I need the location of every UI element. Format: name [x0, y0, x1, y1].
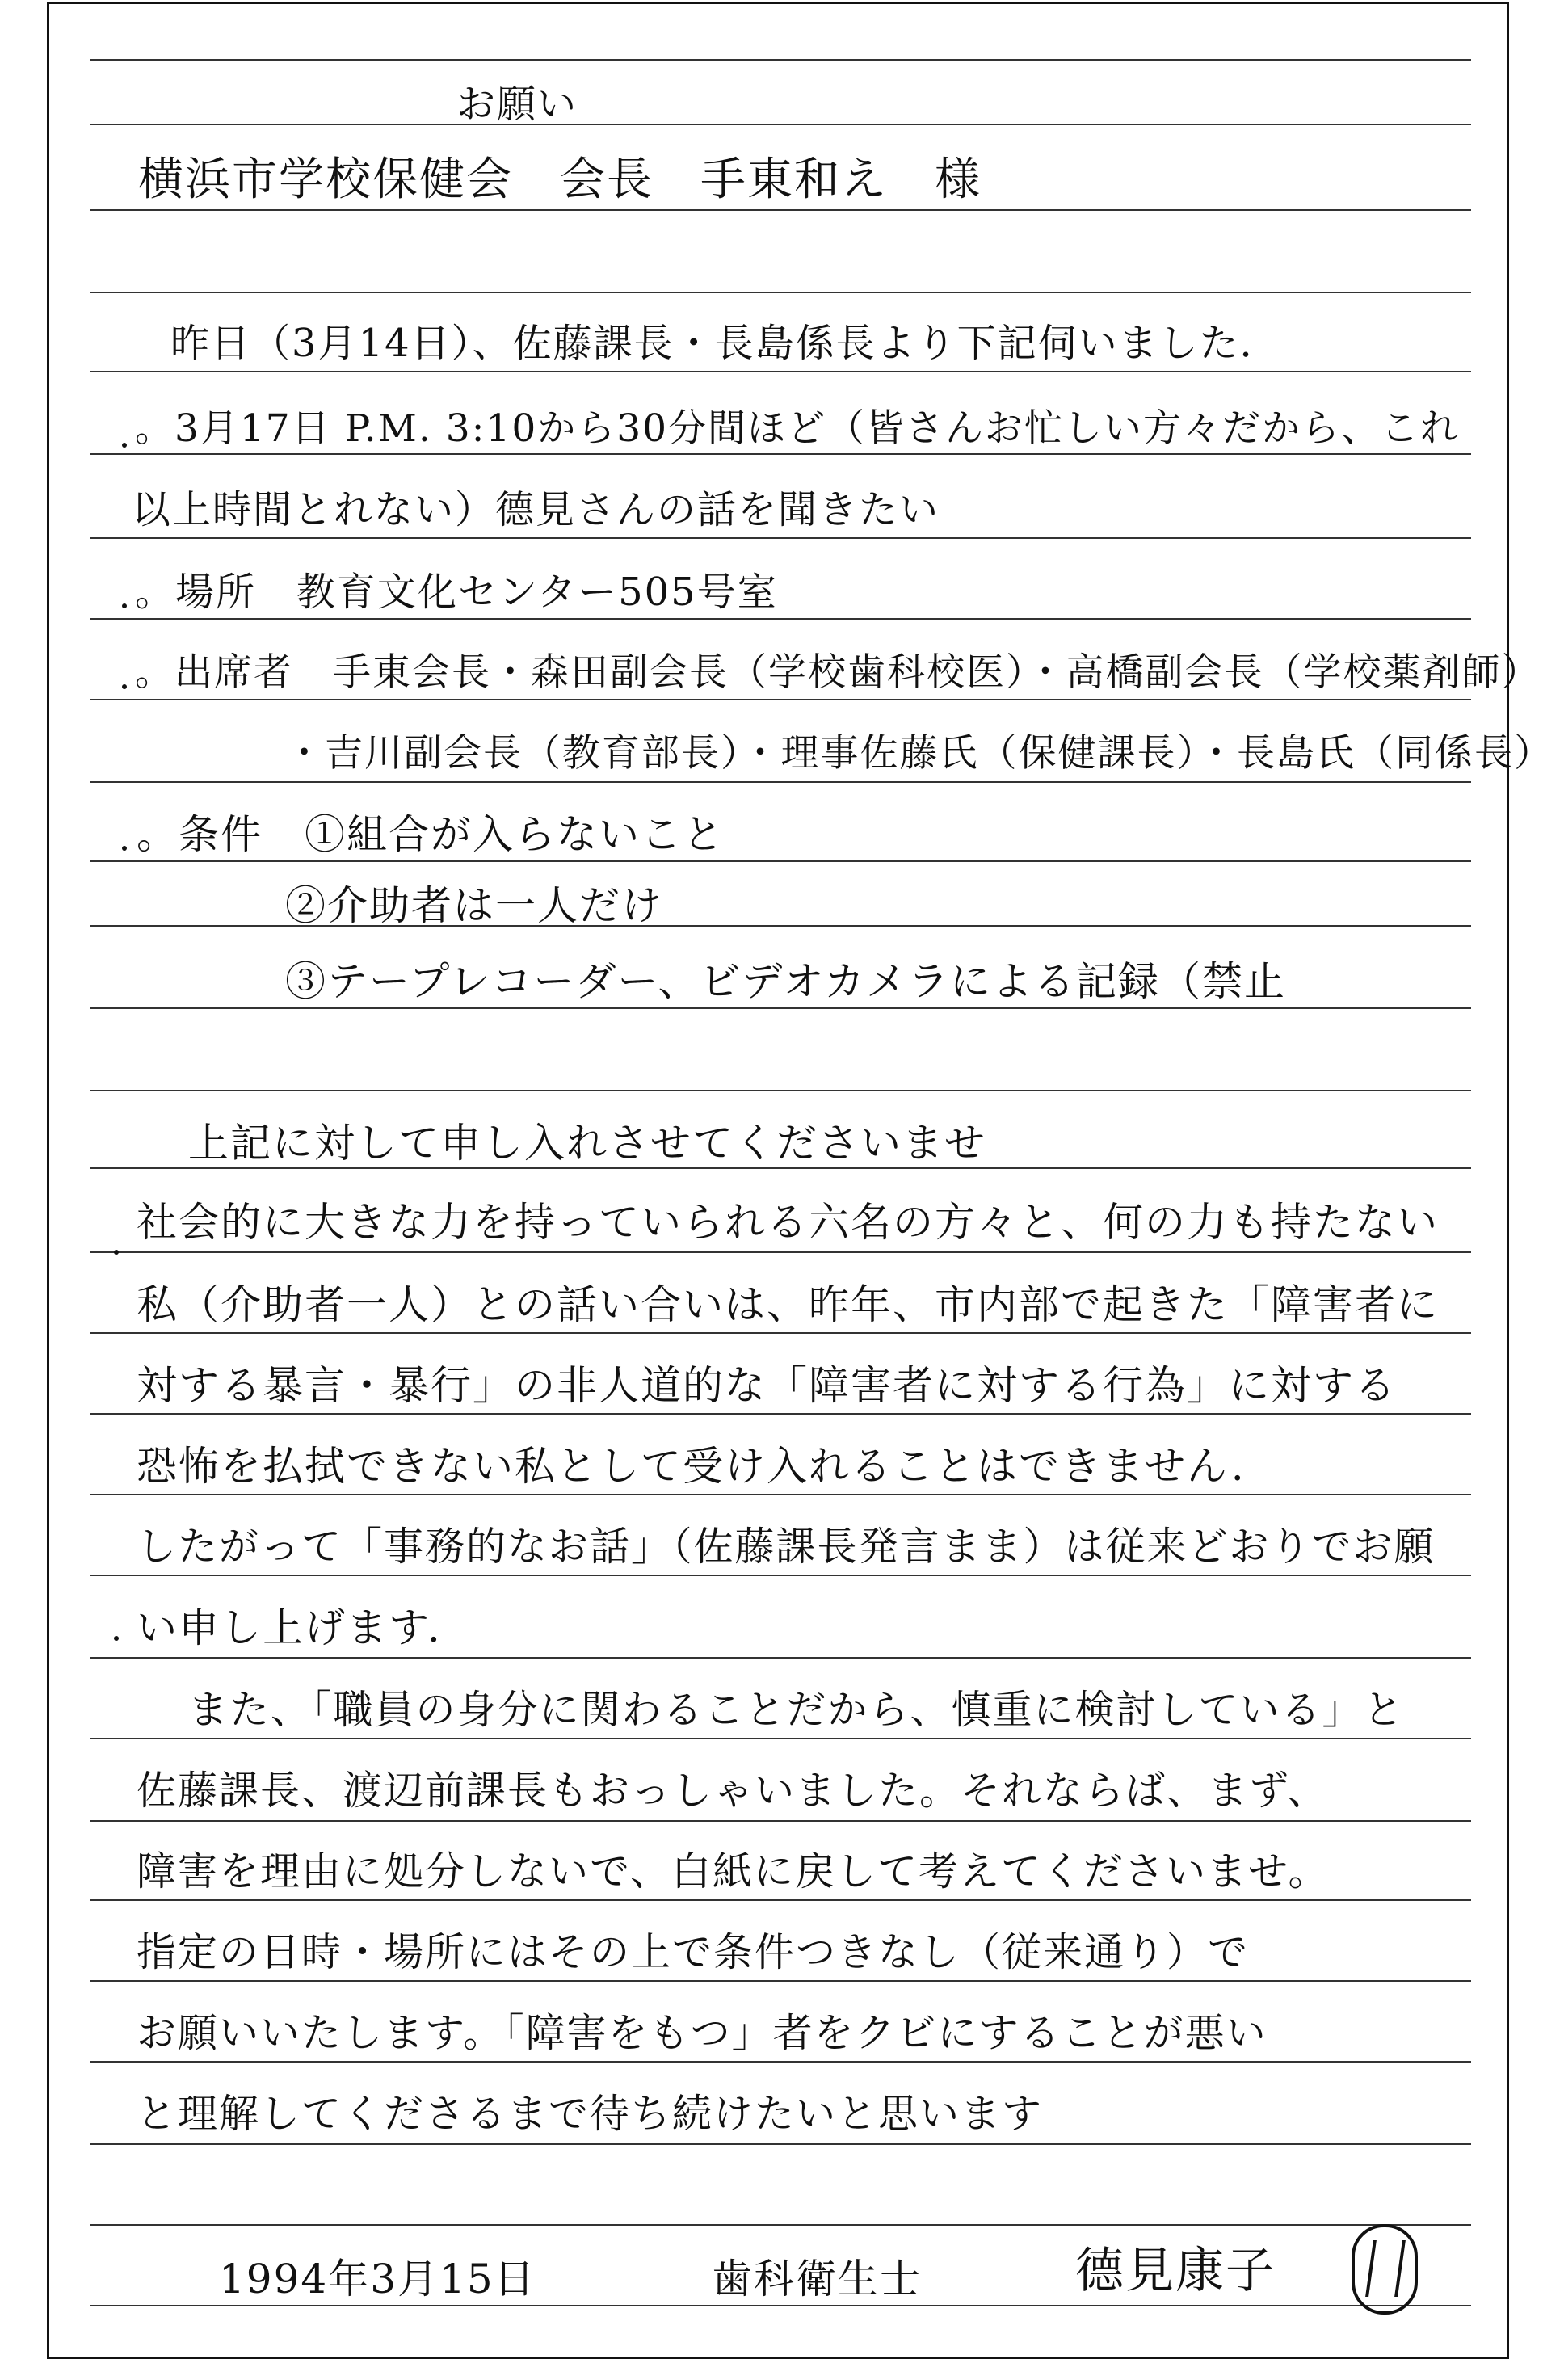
ruled-line	[90, 2224, 1471, 2226]
handwritten-letter-page	[47, 2, 1553, 2359]
request-item-line: 以上時間とれない）德見さんの話を聞きたい	[132, 487, 940, 532]
ruled-line	[90, 2143, 1471, 2145]
ruled-line	[90, 453, 1471, 455]
ruled-line	[90, 1251, 1471, 1253]
body-line: 佐藤課長、渡辺前課長もおっしゃいました。それならば、まず、	[137, 1768, 1329, 1814]
body-line: と理解してくださるまで待ち続けたいと思います	[137, 2091, 1044, 2137]
ruled-line	[90, 1332, 1471, 1334]
letter-date: 1994年3月15日	[219, 2256, 536, 2302]
margin-dot	[122, 603, 127, 608]
ruled-line	[90, 860, 1471, 862]
body-line: 障害を理由に処分しないで、白紙に戻して考えてくださいませ。	[137, 1848, 1330, 1894]
body-line: 対する暴言・暴行」の非人道的な「障害者に対する行為」に対する	[137, 1362, 1397, 1409]
request-item-line: 。出席者 手東会長・森田副会長（学校歯科校医）・高橋副会長（学校薬剤師）	[135, 650, 1541, 695]
ruled-line	[90, 1007, 1471, 1009]
ruled-line	[90, 1738, 1471, 1739]
request-item-line: ③テープレコーダー、ビデオカメラによる記録（禁止	[285, 958, 1286, 1005]
body-line: 社会的に大きな力を持っていられる六名の方々と、何の力も持たない	[137, 1199, 1439, 1246]
request-item-line: ②介助者は一人だけ	[285, 882, 663, 929]
signature-name: 德見康子	[1075, 2243, 1276, 2299]
name-seal-icon	[1352, 2224, 1418, 2315]
ruled-line	[90, 1657, 1471, 1659]
body-line: お願いいたします。「障害をもつ」者をクビにすることが悪い	[137, 2010, 1268, 2056]
request-item-line: 。条件 ①組合が入らないこと	[137, 811, 725, 858]
margin-dot	[114, 1636, 119, 1641]
ruled-line	[90, 1820, 1471, 1822]
body-line: い申し上げます．	[137, 1604, 469, 1651]
body-line: また、「職員の身分に関わることだから、慎重に検討している」と	[188, 1687, 1405, 1733]
body-line: 恐怖を払拭できない私として受け入れることはできません．	[137, 1443, 1273, 1490]
ruled-line	[90, 618, 1471, 620]
ruled-line	[90, 371, 1471, 372]
margin-dot	[122, 684, 127, 689]
ruled-line	[90, 1575, 1471, 1576]
body-line: 上記に対して申し入れさせてくださいませ	[188, 1120, 986, 1167]
ruled-line	[90, 1494, 1471, 1495]
margin-dot	[114, 1250, 119, 1255]
ruled-line	[90, 1413, 1471, 1415]
ruled-line	[90, 209, 1471, 211]
request-item-line: 。場所 教育文化センター505号室	[135, 570, 778, 615]
ruled-line	[90, 124, 1471, 125]
addressee-line: 横浜市学校保健会 会長 手東和え 様	[138, 153, 982, 206]
request-item-line: 。3月17日 P.M. 3:10から30分間ほど（皆さんお忙しい方々だから、これ	[135, 406, 1461, 451]
ruled-line	[90, 2061, 1471, 2063]
ruled-line	[90, 292, 1471, 293]
margin-dot	[122, 443, 127, 448]
ruled-line	[90, 1167, 1471, 1169]
ruled-line	[90, 537, 1471, 539]
body-line: したがって「事務的なお話」（佐藤課長発言まま）は従来どおりでお願	[137, 1524, 1436, 1570]
body-line: 指定の日時・場所にはその上で条件つきなし（従来通り）で	[137, 1929, 1250, 1975]
ruled-line	[90, 781, 1471, 783]
ruled-line	[90, 1899, 1471, 1901]
ruled-line	[90, 1980, 1471, 1982]
letter-title: お願い	[456, 82, 578, 127]
occupation-label: 歯科衛生士	[712, 2256, 922, 2302]
margin-dot	[122, 846, 127, 851]
body-line: 私（介助者一人）との話い合いは、昨年、市内部で起きた「障害者に	[137, 1281, 1439, 1328]
request-item-line: ・吉川副会長（教育部長）・理事佐藤氏（保健課長）・長島氏（同係長）	[285, 731, 1553, 776]
ruled-line	[90, 2305, 1471, 2306]
ruled-line	[90, 1090, 1471, 1091]
ruled-line	[90, 59, 1471, 61]
ruled-line	[90, 699, 1471, 700]
intro-line: 昨日（3月14日）、佐藤課長・長島係長より下記伺いました．	[170, 321, 1280, 366]
